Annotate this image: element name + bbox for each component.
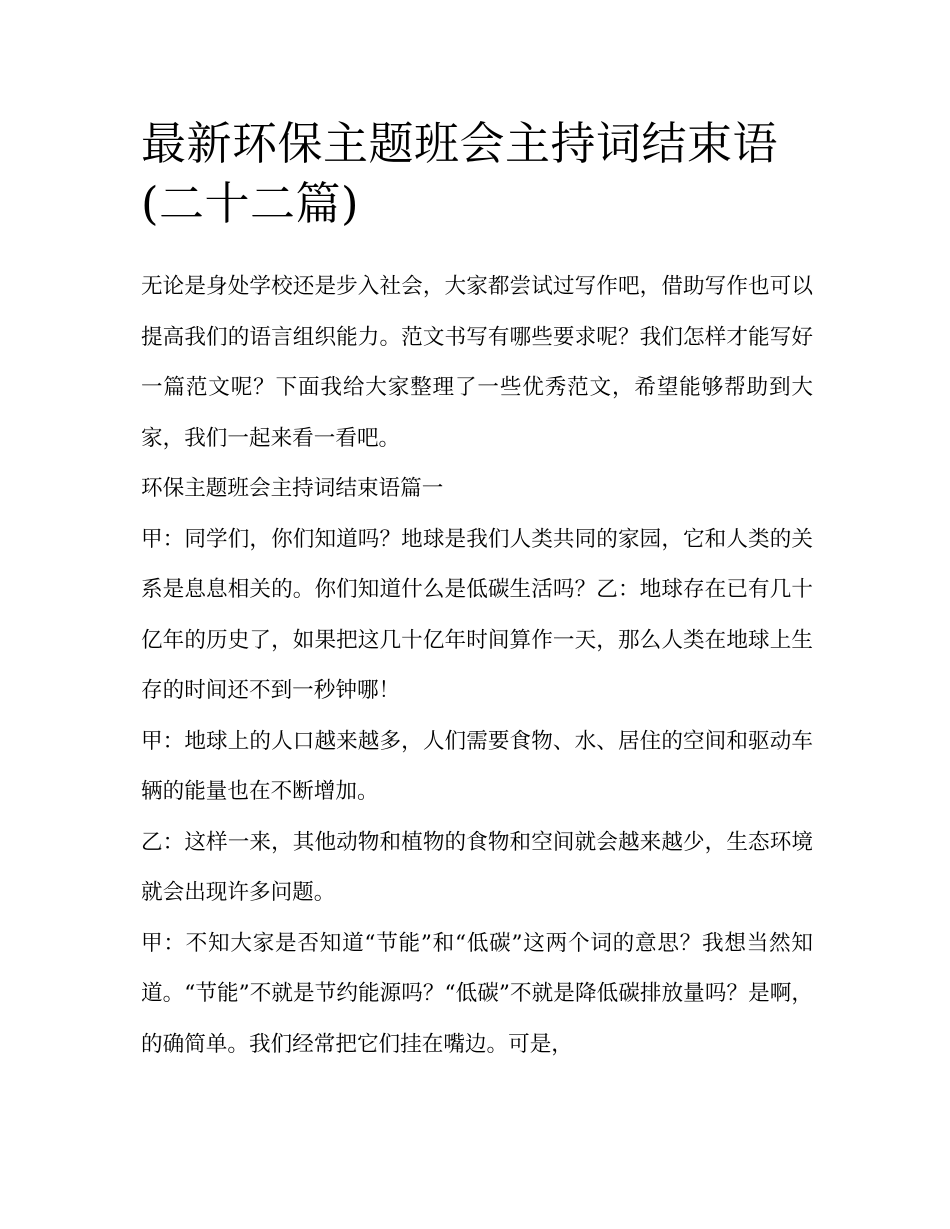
paragraph-dialogue-1: 甲：同学们，你们知道吗？地球是我们人类共同的家园，它和人类的关系是息息相关的。你们知道什么是低碳生活吗？乙：地球存在已有几十亿年的历史了，如果把这几十亿年时间算作一天，那么人类在地球上生存的时间还不到一秒钟哪！ [141,526,813,703]
paragraph-dialogue-4: 甲：不知大家是否知道“节能”和“低碳”这两个词的意思？我想当然知道。“节能”不就是节约能源吗？“低碳”不就是降低碳排放量吗？是啊，的确简单。我们经常把它们挂在嘴边。可是， [141,930,813,1057]
section-heading: 环保主题班会主持词结束语篇一 [141,476,444,501]
document-page [141,114,813,1070]
document-title: 最新环保主题班会主持词结束语(二十二篇) [141,117,779,230]
paragraph-intro: 无论是身处学校还是步入社会，大家都尝试过写作吧，借助写作也可以提高我们的语言组织能力。范文书写有哪些要求呢？我们怎样才能写好一篇范文呢？下面我给大家整理了一些优秀范文，希望能够帮助到大家，我们一起来看一看吧。 [141,274,813,451]
document-body [141,262,813,1070]
paragraph-dialogue-3: 乙：这样一来，其他动物和植物的食物和空间就会越来越少，生态环境就会出现许多问题。 [141,829,813,905]
paragraph-dialogue-2: 甲：地球上的人口越来越多，人们需要食物、水、居住的空间和驱动车辆的能量也在不断增加。 [141,728,813,804]
